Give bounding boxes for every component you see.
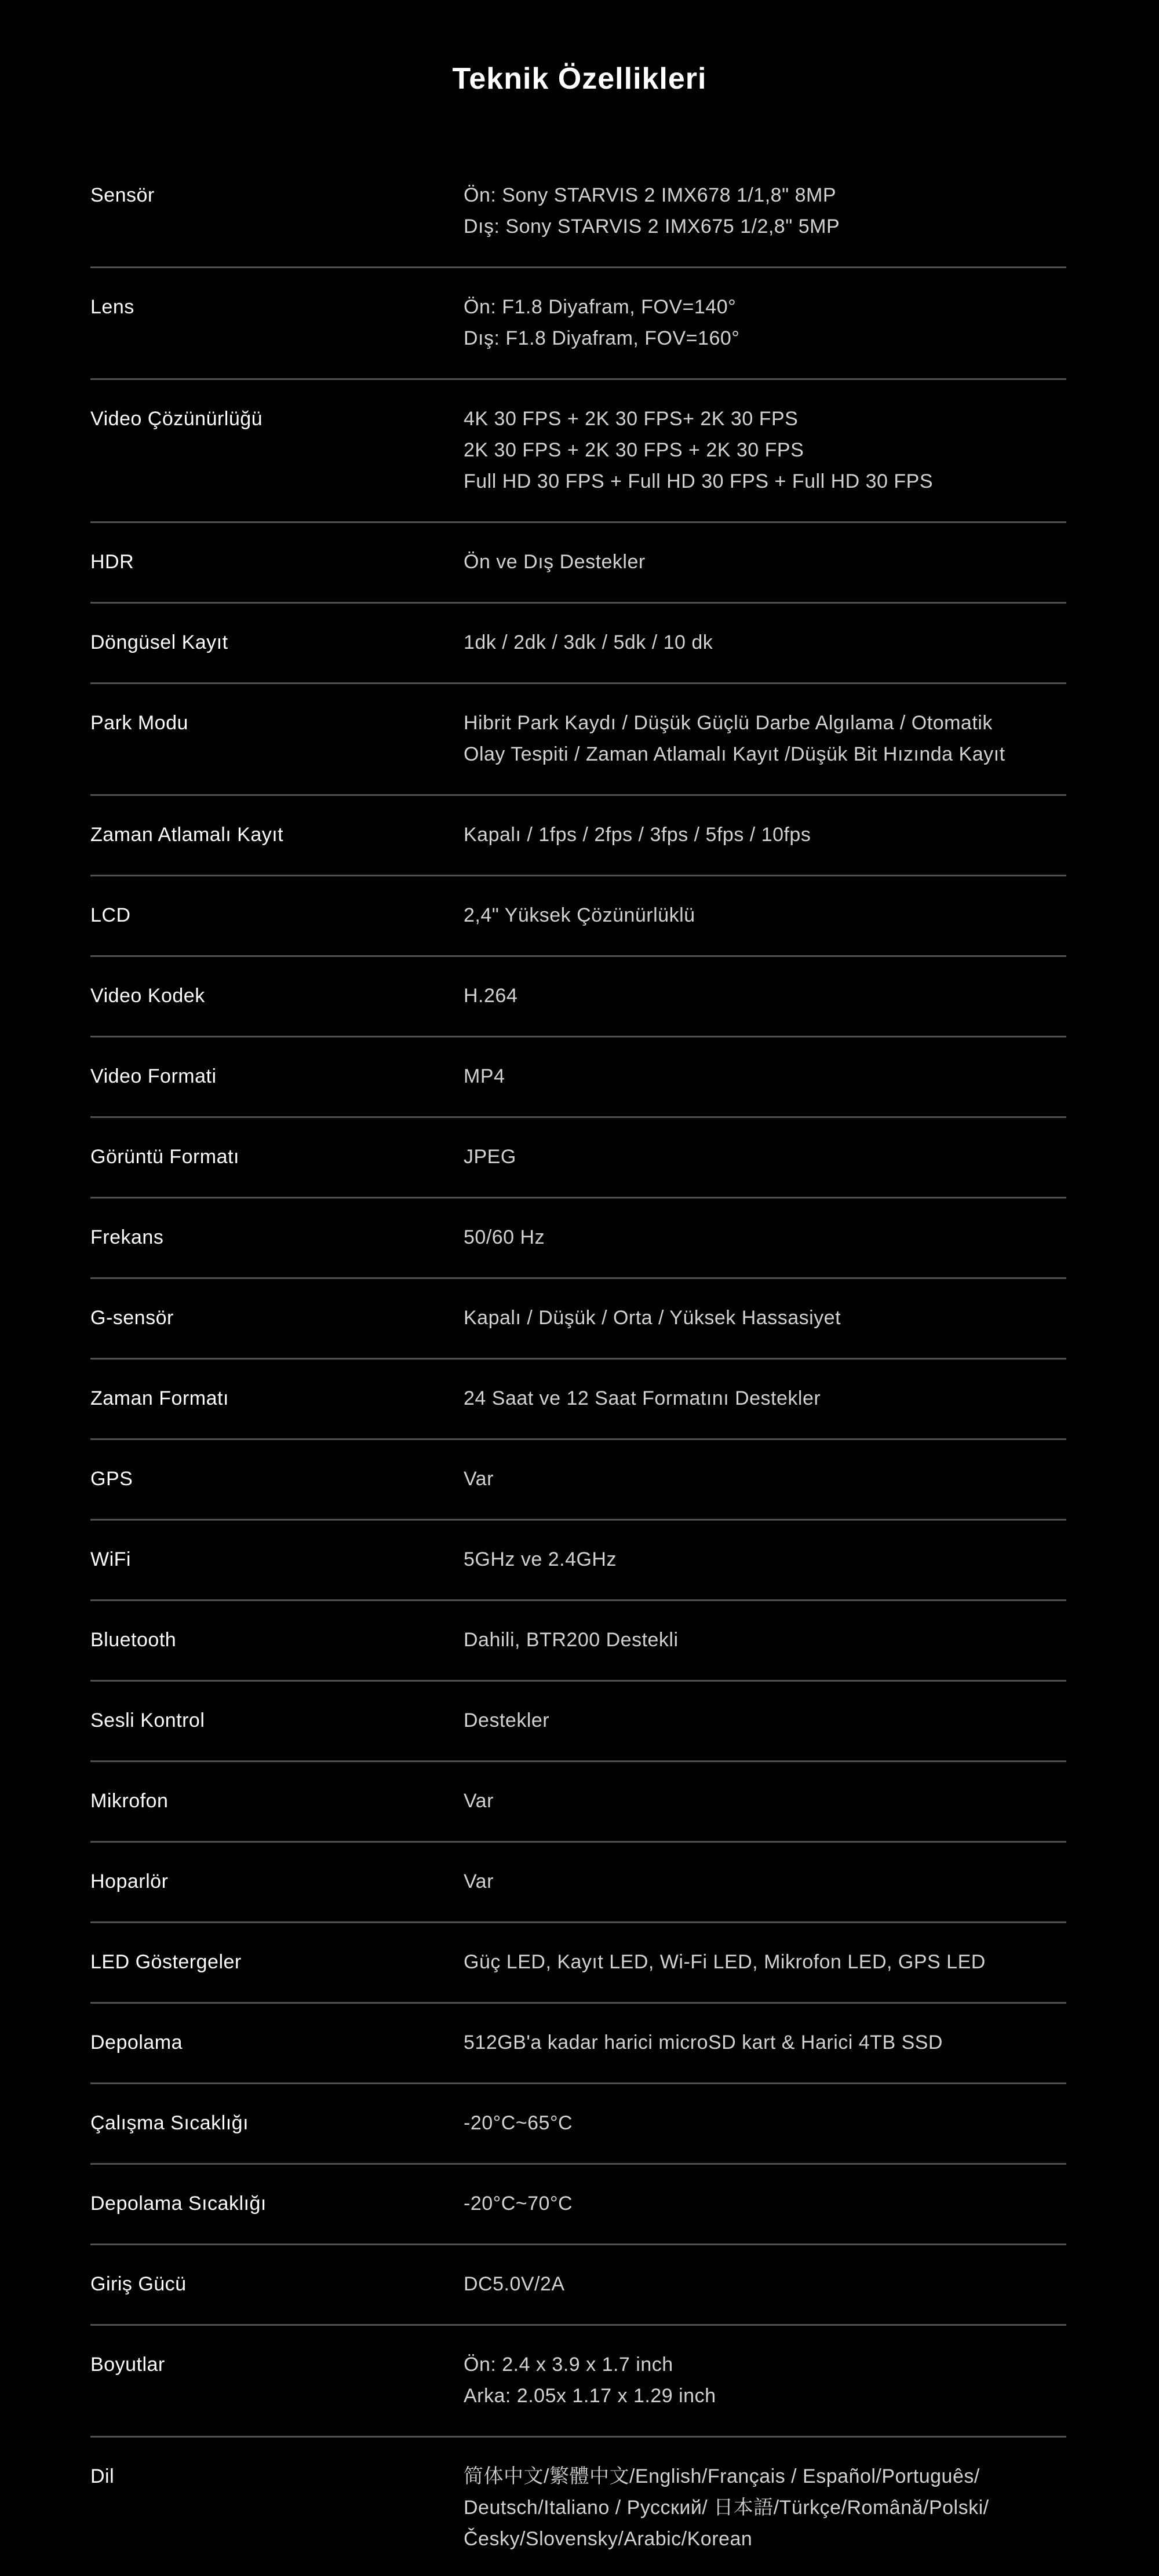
spec-value-group xyxy=(464,1061,1066,1092)
spec-value-group xyxy=(464,403,1066,497)
spec-row xyxy=(90,2165,1066,2245)
spec-row xyxy=(90,1682,1066,1762)
spec-label: Frekans xyxy=(90,1226,164,1248)
spec-value-group xyxy=(464,1141,1066,1172)
spec-label: Video Kodek xyxy=(90,985,205,1007)
page-title: Teknik Özellikleri xyxy=(452,62,707,96)
spec-value-line: Güç LED, Kayıt LED, Wi-Fi LED, Mikrofon LED, GPS LED xyxy=(464,1951,986,1973)
spec-row xyxy=(90,1521,1066,1601)
spec-value-line: Ön: 2.4 x 3.9 x 1.7 inch xyxy=(464,2354,673,2376)
spec-value-line: 2K 30 FPS + 2K 30 FPS + 2K 30 FPS xyxy=(464,439,804,461)
spec-label: LCD xyxy=(90,904,131,926)
spec-value-group xyxy=(464,1785,1066,1817)
spec-row xyxy=(90,1037,1066,1118)
spec-row xyxy=(90,2084,1066,2165)
spec-label: LED Göstergeler xyxy=(90,1951,242,1973)
spec-label: Bluetooth xyxy=(90,1629,177,1651)
spec-value-line: Česky/Slovensky/Arabic/Korean xyxy=(464,2528,753,2550)
spec-value-line: Var xyxy=(464,1468,494,1490)
spec-label: HDR xyxy=(90,551,134,573)
spec-row xyxy=(90,2245,1066,2326)
spec-row xyxy=(90,1440,1066,1521)
spec-value-line: Var xyxy=(464,1790,494,1812)
spec-value-line: Destekler xyxy=(464,1709,550,1731)
spec-label: Dil xyxy=(90,2465,115,2487)
spec-label: Video Çözünürlüğü xyxy=(90,408,263,430)
spec-value-line: Ön: F1.8 Diyafram, FOV=140° xyxy=(464,296,737,318)
spec-row xyxy=(90,796,1066,876)
spec-label: Lens xyxy=(90,296,134,318)
spec-row xyxy=(90,1601,1066,1682)
spec-value-group xyxy=(464,2027,1066,2058)
spec-row xyxy=(90,2326,1066,2438)
spec-row xyxy=(90,684,1066,796)
spec-value-group xyxy=(464,2268,1066,2300)
spec-value-line: 4K 30 FPS + 2K 30 FPS+ 2K 30 FPS xyxy=(464,408,799,430)
spec-value-group xyxy=(464,627,1066,658)
spec-value-group xyxy=(464,2107,1066,2139)
spec-row xyxy=(90,1923,1066,2004)
spec-row xyxy=(90,1360,1066,1440)
spec-row xyxy=(90,1843,1066,1923)
spec-row xyxy=(90,604,1066,684)
spec-label: Sensör xyxy=(90,184,155,206)
spec-row xyxy=(90,268,1066,380)
spec-value-line: JPEG xyxy=(464,1146,516,1168)
spec-value-line: 5GHz ve 2.4GHz xyxy=(464,1548,617,1570)
spec-value-line: H.264 xyxy=(464,985,518,1007)
spec-value-group xyxy=(464,1544,1066,1575)
spec-row xyxy=(90,1199,1066,1279)
spec-value-line: Ön: Sony STARVIS 2 IMX678 1/1,8" 8MP xyxy=(464,184,836,206)
spec-value-group xyxy=(464,2349,1066,2411)
spec-value-group xyxy=(464,180,1066,242)
spec-value-line: 512GB'a kadar harici microSD kart & Harici 4TB SSD xyxy=(464,2031,943,2054)
spec-row xyxy=(90,156,1066,268)
spec-value-group xyxy=(464,980,1066,1011)
spec-label: Depolama Sıcaklığı xyxy=(90,2193,267,2215)
spec-value-group xyxy=(464,1866,1066,1897)
spec-value-line: 24 Saat ve 12 Saat Formatını Destekler xyxy=(464,1387,821,1409)
spec-value-line: Hibrit Park Kaydı / Düşük Güçlü Darbe Algılama / Otomatik xyxy=(464,712,993,734)
spec-row xyxy=(90,957,1066,1037)
spec-value-line: Deutsch/Italiano / Русский/ 日本語/Türkçe/Română/Polski/ xyxy=(464,2497,989,2519)
spec-value-group xyxy=(464,1222,1066,1253)
spec-value-line: Full HD 30 FPS + Full HD 30 FPS + Full HD 30 FPS xyxy=(464,470,934,492)
spec-label: Hoparlör xyxy=(90,1870,169,1892)
spec-row xyxy=(90,2004,1066,2084)
spec-value-group xyxy=(464,1302,1066,1333)
spec-label: Park Modu xyxy=(90,712,188,734)
spec-value-line: MP4 xyxy=(464,1065,505,1087)
spec-value-line: -20°C~65°C xyxy=(464,2112,573,2134)
spec-value-line: Ön ve Dış Destekler xyxy=(464,551,646,573)
spec-label: Sesli Kontrol xyxy=(90,1709,205,1731)
spec-label: Zaman Formatı xyxy=(90,1387,229,1409)
spec-label: Boyutlar xyxy=(90,2354,165,2376)
spec-value-group xyxy=(464,546,1066,578)
spec-label: Görüntü Formatı xyxy=(90,1146,239,1168)
spec-row xyxy=(90,1279,1066,1360)
spec-value-line: Olay Tespiti / Zaman Atlamalı Kayıt /Düşük Bit Hızında Kayıt xyxy=(464,743,1005,765)
spec-value-group xyxy=(464,1383,1066,1414)
spec-value-group xyxy=(464,1463,1066,1495)
spec-value-group xyxy=(464,291,1066,354)
spec-label: Giriş Gücü xyxy=(90,2273,187,2295)
spec-value-line: Var xyxy=(464,1870,494,1892)
spec-row xyxy=(90,380,1066,523)
spec-value-line: Dış: F1.8 Diyafram, FOV=160° xyxy=(464,327,740,349)
spec-label: Zaman Atlamalı Kayıt xyxy=(90,824,284,846)
spec-label: Döngüsel Kayıt xyxy=(90,631,228,653)
spec-value-line: Dahili, BTR200 Destekli xyxy=(464,1629,679,1651)
spec-row xyxy=(90,1118,1066,1199)
spec-value-line: Dış: Sony STARVIS 2 IMX675 1/2,8" 5MP xyxy=(464,215,840,237)
spec-value-line: Kapalı / 1fps / 2fps / 3fps / 5fps / 10fps xyxy=(464,824,811,846)
spec-value-group xyxy=(464,1946,1066,1978)
spec-label: Depolama xyxy=(90,2031,183,2054)
spec-value-line: 50/60 Hz xyxy=(464,1226,545,1248)
spec-value-group xyxy=(464,2461,1066,2555)
spec-value-group xyxy=(464,1705,1066,1736)
spec-value-line: 简体中文/繁體中文/English/Français / Español/Português/ xyxy=(464,2465,980,2487)
spec-label: Çalışma Sıcaklığı xyxy=(90,2112,249,2134)
spec-value-group xyxy=(464,2188,1066,2219)
spec-value-group xyxy=(464,1624,1066,1656)
spec-value-line: -20°C~70°C xyxy=(464,2193,573,2215)
spec-label: Video Formati xyxy=(90,1065,217,1087)
spec-value-line: 1dk / 2dk / 3dk / 5dk / 10 dk xyxy=(464,631,713,653)
spec-value-line: Arka: 2.05x 1.17 x 1.29 inch xyxy=(464,2385,716,2407)
spec-value-group xyxy=(464,707,1066,770)
spec-label: WiFi xyxy=(90,1548,131,1570)
spec-row xyxy=(90,2438,1066,2576)
spec-value-group xyxy=(464,819,1066,850)
spec-row xyxy=(90,876,1066,957)
spec-row xyxy=(90,523,1066,604)
spec-label: G-sensör xyxy=(90,1307,174,1329)
spec-value-line: 2,4" Yüksek Çözünürlüklü xyxy=(464,904,695,926)
spec-value-line: DC5.0V/2A xyxy=(464,2273,565,2295)
spec-value-group xyxy=(464,900,1066,931)
spec-table xyxy=(90,156,1066,2576)
spec-label: GPS xyxy=(90,1468,133,1490)
spec-row xyxy=(90,1762,1066,1843)
spec-label: Mikrofon xyxy=(90,1790,169,1812)
spec-value-line: Kapalı / Düşük / Orta / Yüksek Hassasiyet xyxy=(464,1307,841,1329)
